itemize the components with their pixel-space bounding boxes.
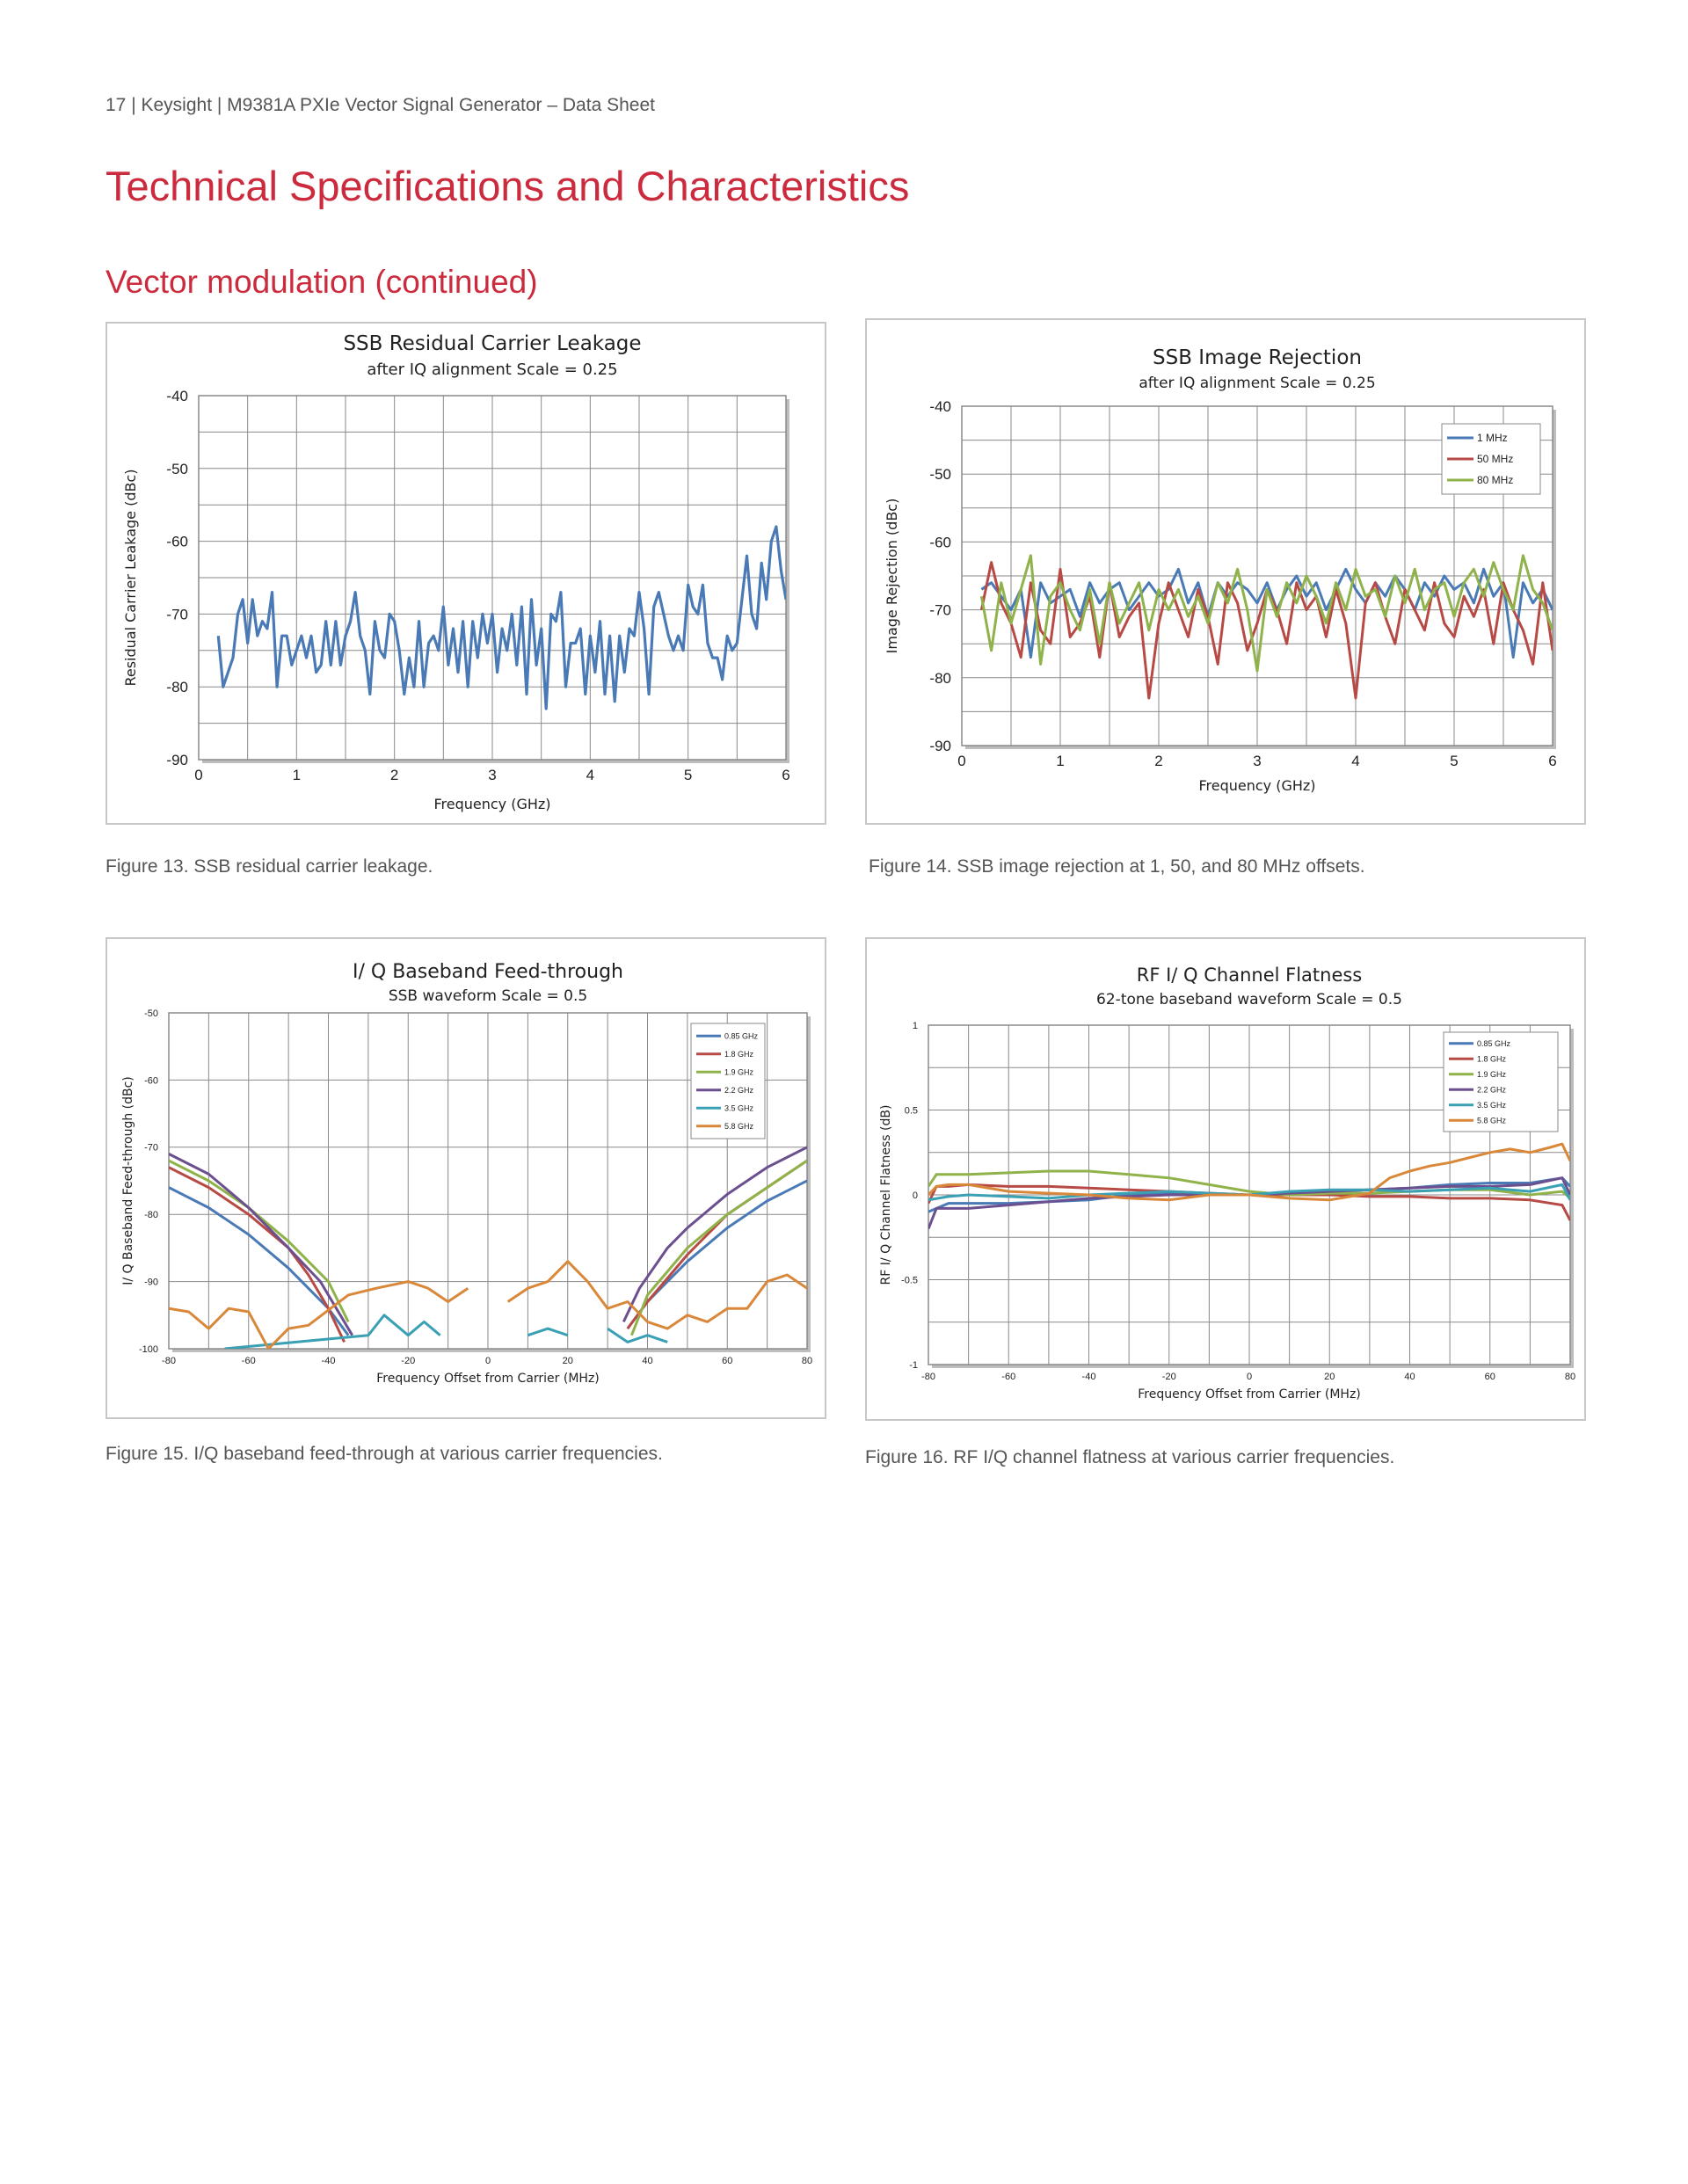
x-tick-label: -80 xyxy=(921,1372,935,1382)
y-tick-label: -80 xyxy=(144,1210,158,1221)
chart-svg-residual-carrier-leakage xyxy=(107,324,828,826)
legend-label: 3.5 GHz xyxy=(1477,1100,1507,1110)
chart-subtitle: after IQ alignment Scale = 0.25 xyxy=(367,360,618,379)
y-tick-label: -40 xyxy=(929,397,951,415)
chart-panel-baseband-feedthrough xyxy=(106,937,826,1419)
y-axis-label: RF I/ Q Channel Flatness (dB) xyxy=(879,1104,893,1285)
x-tick-label: 2 xyxy=(389,767,399,783)
x-tick-label: 3 xyxy=(1253,753,1262,769)
figure-caption-13: Figure 13. SSB residual carrier leakage. xyxy=(106,856,433,877)
section-title: Vector modulation (continued) xyxy=(106,264,538,300)
page-title: Technical Specifications and Characteristics xyxy=(106,163,910,209)
x-tick-label: -60 xyxy=(241,1356,256,1366)
figure-caption-14: Figure 14. SSB image rejection at 1, 50, and 80 MHz offsets. xyxy=(869,856,1365,877)
y-tick-label: -90 xyxy=(929,737,951,754)
chart-panel-image-rejection xyxy=(865,318,1586,825)
x-tick-label: 2 xyxy=(1154,753,1163,769)
x-tick-label: 6 xyxy=(1548,753,1557,769)
y-axis-label: I/ Q Baseband Feed-through (dBc) xyxy=(121,1076,135,1285)
x-tick-label: 4 xyxy=(586,767,595,783)
legend-label: 1.9 GHz xyxy=(724,1067,754,1077)
x-tick-label: 20 xyxy=(1324,1372,1335,1382)
y-tick-label: -60 xyxy=(166,533,188,550)
chart-title: RF I/ Q Channel Flatness xyxy=(1136,965,1363,986)
x-tick-label: 6 xyxy=(782,767,790,783)
x-tick-label: 20 xyxy=(562,1356,573,1366)
y-tick-label: -100 xyxy=(138,1343,158,1355)
x-tick-label: 40 xyxy=(642,1356,653,1366)
page-header: 17 | Keysight | M9381A PXIe Vector Signal Generator – Data Sheet xyxy=(106,95,655,115)
legend-label: 1.8 GHz xyxy=(1477,1054,1507,1064)
legend-label: 2.2 GHz xyxy=(1477,1085,1507,1095)
x-axis-label: Frequency Offset from Carrier (MHz) xyxy=(376,1372,600,1386)
y-tick-label: -70 xyxy=(144,1142,158,1154)
chart-panel-channel-flatness xyxy=(865,937,1586,1421)
y-tick-label: -80 xyxy=(929,669,951,687)
legend-label: 2.2 GHz xyxy=(724,1085,754,1095)
legend-label: 5.8 GHz xyxy=(724,1121,754,1131)
y-tick-label: 0.5 xyxy=(904,1105,918,1117)
x-axis-label: Frequency Offset from Carrier (MHz) xyxy=(1138,1387,1361,1401)
y-tick-label: -50 xyxy=(144,1008,158,1019)
x-tick-label: 60 xyxy=(722,1356,733,1366)
y-axis-label: Residual Carrier Leakage (dBc) xyxy=(122,469,139,687)
legend-label: 0.85 GHz xyxy=(1477,1038,1511,1048)
chart-title: SSB Image Rejection xyxy=(1153,346,1362,369)
x-tick-label: 60 xyxy=(1484,1372,1495,1382)
chart-svg-image-rejection xyxy=(867,320,1588,826)
x-tick-label: -20 xyxy=(401,1356,416,1366)
legend-label: 1.8 GHz xyxy=(724,1049,754,1059)
x-tick-label: -60 xyxy=(1001,1372,1016,1382)
y-tick-label: -60 xyxy=(144,1075,158,1087)
legend-label: 5.8 GHz xyxy=(1477,1116,1507,1125)
y-tick-label: -90 xyxy=(166,751,188,768)
x-tick-label: 80 xyxy=(1564,1372,1576,1382)
x-axis-label: Frequency (GHz) xyxy=(1198,777,1316,794)
y-tick-label: -80 xyxy=(166,679,188,696)
x-tick-label: -80 xyxy=(162,1356,176,1366)
chart-subtitle: after IQ alignment Scale = 0.25 xyxy=(1139,375,1376,392)
y-tick-label: -50 xyxy=(166,460,188,477)
y-tick-label: 1 xyxy=(912,1020,918,1031)
chart-svg-channel-flatness xyxy=(867,939,1588,1423)
chart-subtitle: SSB waveform Scale = 0.5 xyxy=(388,987,588,1005)
figure-caption-15: Figure 15. I/Q baseband feed-through at various carrier frequencies. xyxy=(106,1444,663,1464)
legend-label: 1 MHz xyxy=(1477,432,1508,445)
chart-title: SSB Residual Carrier Leakage xyxy=(343,332,642,355)
x-tick-label: 1 xyxy=(1056,753,1065,769)
legend-label: 50 MHz xyxy=(1477,453,1514,466)
x-tick-label: -40 xyxy=(1081,1372,1096,1382)
chart-subtitle: 62-tone baseband waveform Scale = 0.5 xyxy=(1096,991,1402,1008)
x-tick-label: 1 xyxy=(292,767,302,783)
x-tick-label: 0 xyxy=(484,1356,491,1366)
x-tick-label: 0 xyxy=(957,753,966,769)
x-tick-label: -20 xyxy=(1161,1372,1176,1382)
x-tick-label: 80 xyxy=(801,1356,813,1366)
chart-panel-residual-carrier-leakage xyxy=(106,322,826,825)
y-axis-label: Image Rejection (dBc) xyxy=(884,498,900,654)
x-tick-label: 40 xyxy=(1404,1372,1415,1382)
chart-title: I/ Q Baseband Feed-through xyxy=(353,961,623,983)
x-tick-label: 4 xyxy=(1351,753,1360,769)
legend-label: 3.5 GHz xyxy=(724,1103,754,1113)
x-axis-label: Frequency (GHz) xyxy=(433,796,551,812)
y-tick-label: -50 xyxy=(929,466,951,484)
legend-label: 1.9 GHz xyxy=(1477,1069,1507,1079)
x-tick-label: 5 xyxy=(1450,753,1459,769)
x-tick-label: 3 xyxy=(488,767,497,783)
y-tick-label: -60 xyxy=(929,534,951,551)
y-tick-label: -40 xyxy=(166,387,188,404)
x-tick-label: -40 xyxy=(321,1356,336,1366)
y-tick-label: 0 xyxy=(912,1190,918,1201)
figure-caption-16: Figure 16. RF I/Q channel flatness at various carrier frequencies. xyxy=(865,1447,1395,1467)
legend-label: 0.85 GHz xyxy=(724,1031,759,1041)
y-tick-label: -1 xyxy=(909,1359,918,1371)
legend-label: 80 MHz xyxy=(1477,474,1514,487)
y-tick-label: -90 xyxy=(144,1277,158,1288)
y-tick-label: -70 xyxy=(929,601,951,619)
y-tick-label: -0.5 xyxy=(901,1275,918,1286)
x-tick-label: 0 xyxy=(194,767,203,783)
x-tick-label: 5 xyxy=(683,767,693,783)
y-tick-label: -70 xyxy=(166,606,188,623)
x-tick-label: 0 xyxy=(1246,1372,1253,1382)
chart-svg-baseband-feedthrough xyxy=(107,939,828,1421)
